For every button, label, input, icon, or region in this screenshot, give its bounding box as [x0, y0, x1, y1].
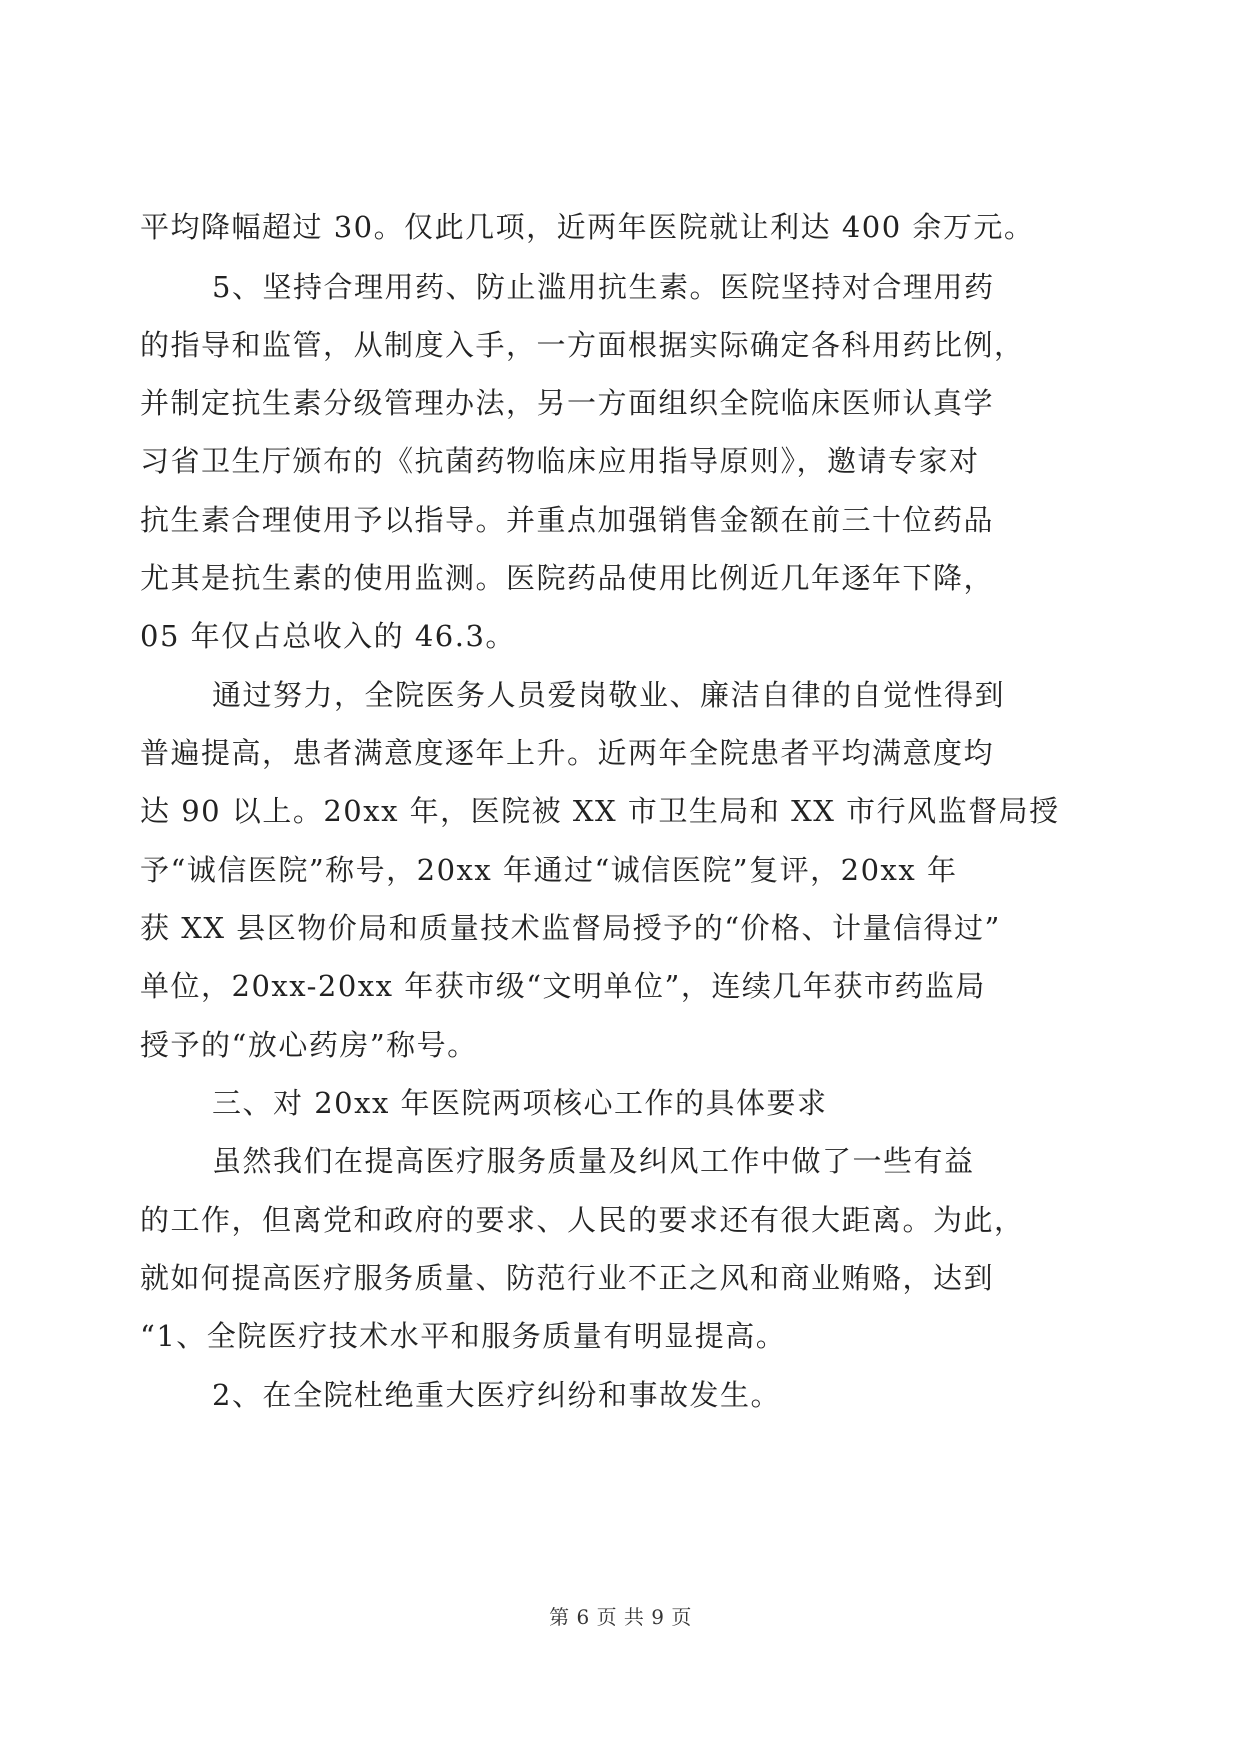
paragraph-line: 虽然我们在提高医疗服务质量及纠风工作中做了一些有益: [212, 1144, 975, 1178]
paragraph-line: 予“诚信医院”称号，20xx 年通过“诚信医院”复评，20xx 年: [140, 853, 958, 887]
paragraph-line: 达 90 以上。20xx 年，医院被 XX 市卫生局和 XX 市行风监督局授: [140, 794, 1060, 828]
paragraph-line: 通过努力，全院医务人员爱岗敬业、廉洁自律的自觉性得到: [212, 678, 1006, 712]
paragraph-line: 抗生素合理使用予以指导。并重点加强销售金额在前三十位药品: [140, 503, 995, 537]
paragraph-line: 尤其是抗生素的使用监测。医院药品使用比例近几年逐年下降，: [140, 561, 995, 595]
paragraph-line: 就如何提高医疗服务质量、防范行业不正之风和商业贿赂，达到: [140, 1261, 995, 1295]
paragraph-line: 习省卫生厅颁布的《抗菌药物临床应用指导原则》，邀请专家对: [140, 444, 980, 478]
paragraph-line: 的指导和监管，从制度入手，一方面根据实际确定各科用药比例，: [140, 328, 1025, 362]
paragraph-line: 单位，20xx-20xx 年获市级“文明单位”，连续几年获市药监局: [140, 969, 986, 1003]
paragraph-line: 普遍提高，患者满意度逐年上升。近两年全院患者平均满意度均: [140, 736, 995, 770]
paragraph-line: “1、全院医疗技术水平和服务质量有明显提高。: [140, 1319, 787, 1353]
paragraph-line: 的工作，但离党和政府的要求、人民的要求还有很大距离。为此，: [140, 1203, 1025, 1237]
paragraph-line: 并制定抗生素分级管理办法，另一方面组织全院临床医师认真学: [140, 386, 995, 420]
paragraph-line: 平均降幅超过 30。仅此几项，近两年医院就让利达 400 余万元。: [140, 210, 1035, 244]
paragraph-line: 授予的“放心药房”称号。: [140, 1028, 478, 1062]
paragraph-line: 获 XX 县区物价局和质量技术监督局授予的“价格、计量信得过”: [140, 911, 1001, 945]
section-heading: 三、对 20xx 年医院两项核心工作的具体要求: [212, 1086, 828, 1120]
paragraph-line: 5、坚持合理用药、防止滥用抗生素。医院坚持对合理用药: [212, 270, 995, 304]
page-number-footer: 第 6 页 共 9 页: [549, 1605, 692, 1629]
paragraph-line: 2、在全院杜绝重大医疗纠纷和事故发生。: [212, 1378, 781, 1412]
paragraph-line: 05 年仅占总收入的 46.3。: [140, 619, 516, 653]
